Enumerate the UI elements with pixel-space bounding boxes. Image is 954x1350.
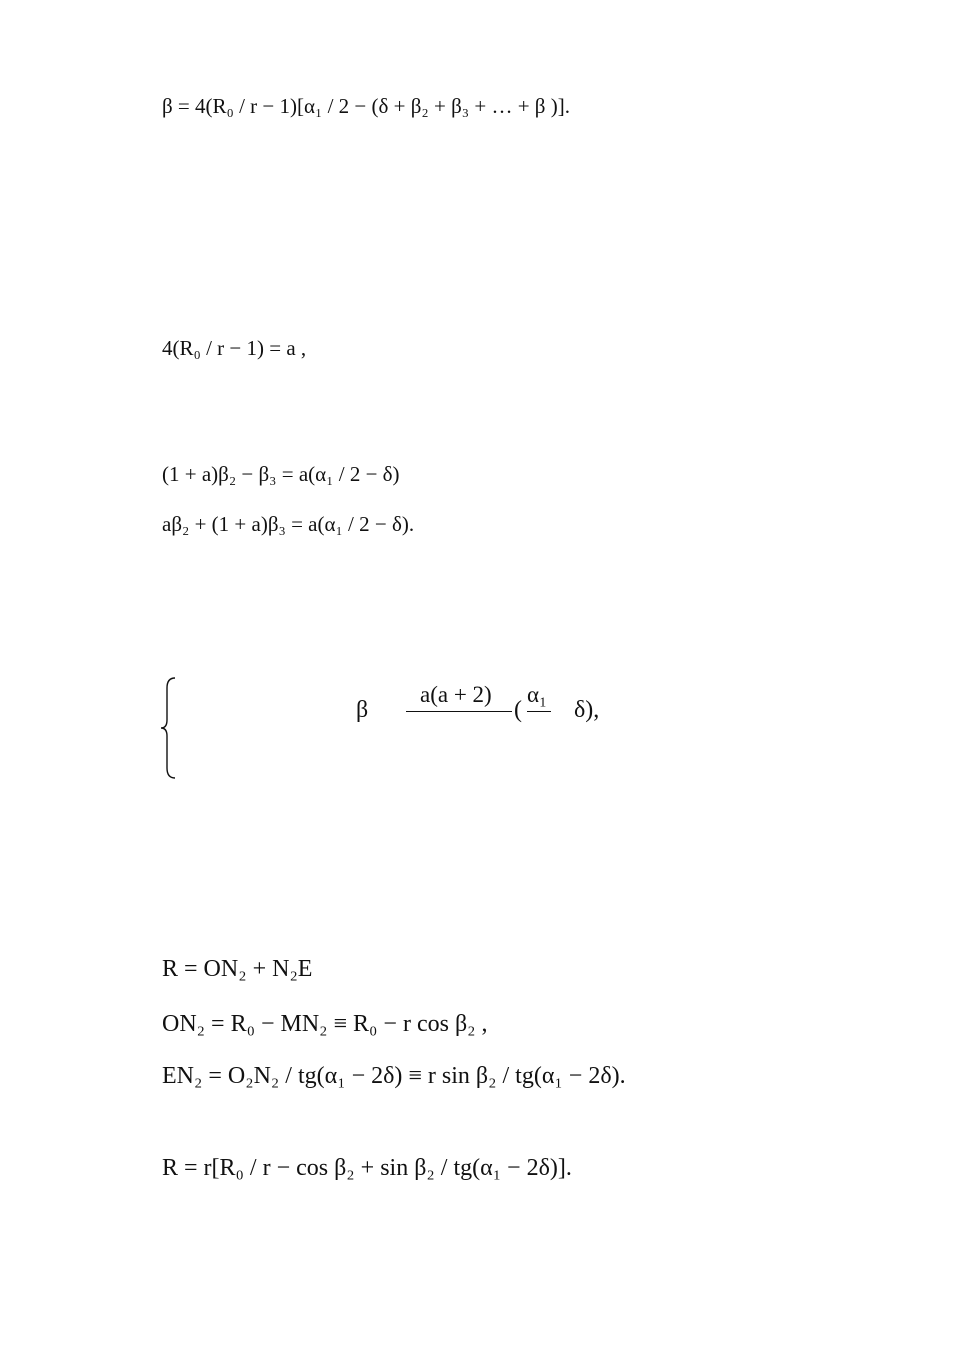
system-tail: δ), (574, 697, 600, 723)
system-fraction-bar (406, 711, 512, 712)
equation-R-final: R = r[R₀ / r − cos β₂ + sin β₂ / tg(α₁ − 2δ)]. (162, 1155, 572, 1181)
equation-EN2: EN₂ = O₂N₂ / tg(α₁ − 2δ) ≡ r sin β₂ / tg(α₁ − 2δ). (162, 1063, 626, 1089)
equation-ON2: ON₂ = R₀ − MN₂ ≡ R₀ − r cos β₂ , (162, 1011, 488, 1037)
equation-beta-general: β = 4(R₀ / r − 1)[α₁ / 2 − (δ + β₂ + β₃ + … + β )]. (162, 94, 570, 118)
equation-a-definition: 4(R₀ / r − 1) = a , (162, 336, 307, 360)
system-beta: β (356, 697, 369, 723)
left-brace-icon (160, 676, 180, 780)
system-alpha: α₁ (527, 682, 548, 707)
equation-system-line-2: aβ₂ + (1 + a)β₃ = a(α₁ / 2 − δ). (162, 512, 415, 536)
system-alpha-bar (527, 711, 551, 712)
system-open-paren: ( (514, 697, 522, 723)
equation-R-sum: R = ON₂ + N₂E (162, 956, 313, 982)
system-numerator: a(a + 2) (420, 682, 492, 707)
equation-system-line-1: (1 + a)β₂ − β₃ = a(α₁ / 2 − δ) (162, 462, 400, 486)
